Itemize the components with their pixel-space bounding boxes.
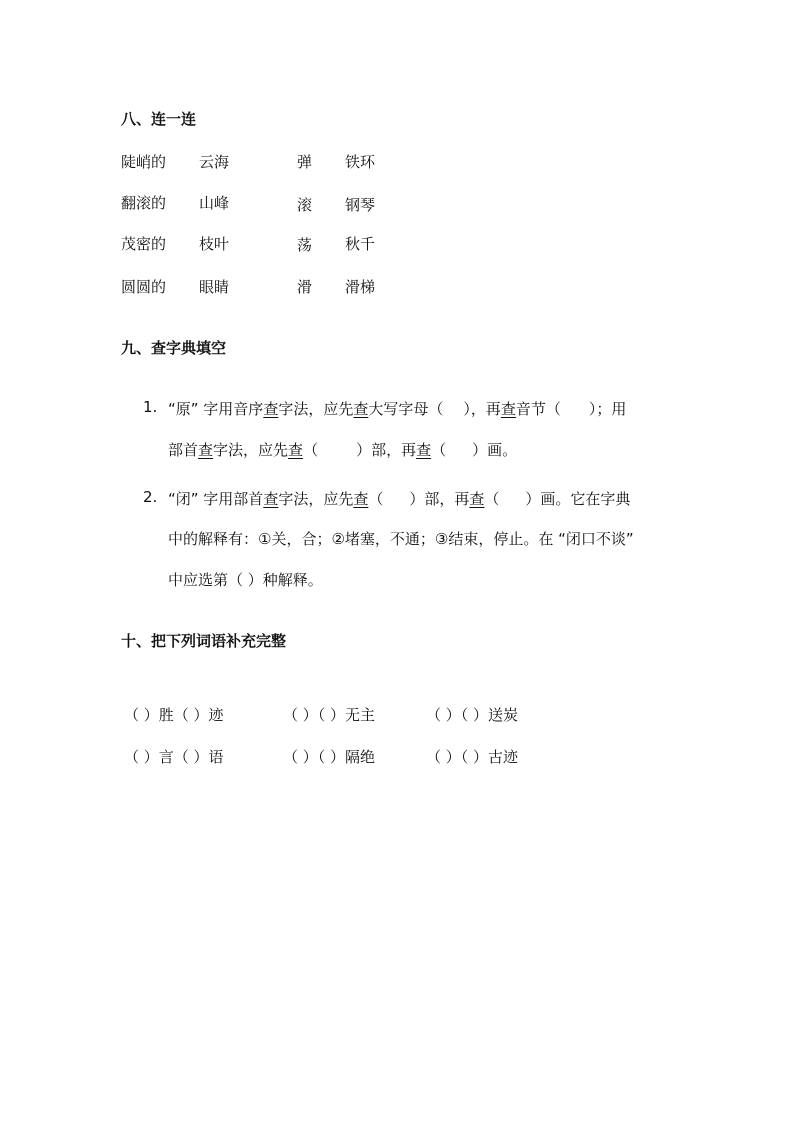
match-right-noun: 滑梯: [345, 278, 376, 296]
match-right-verb: 弹: [297, 153, 313, 171]
idiom-blank: （ ）（ ）隔绝: [283, 748, 376, 766]
idiom-blank: （ ）言（ ）语: [124, 748, 224, 766]
match-left-adj: 圆圆的: [121, 278, 167, 296]
section-8-title: 八、连一连: [121, 110, 197, 128]
question-2-line-1: “闭” 字用部首查字法，应先查（ ）部，再查（ ）画。它在字典: [168, 490, 631, 508]
match-right-noun: 秋千: [345, 235, 376, 253]
match-left-noun: 枝叶: [199, 235, 230, 253]
match-left-noun: 云海: [199, 153, 230, 171]
match-right-verb: 滚: [297, 196, 313, 214]
match-left-noun: 山峰: [199, 194, 230, 212]
idiom-blank: （ ）（ ）古迹: [426, 748, 519, 766]
match-right-verb: 荡: [297, 236, 313, 254]
idiom-blank: （ ）胜（ ）迹: [124, 706, 224, 724]
match-right-verb: 滑: [297, 278, 313, 296]
question-1-line-2: 部首查字法，应先查（ ）部，再查（ ）画。: [168, 441, 518, 459]
match-left-adj: 翻滚的: [121, 194, 167, 212]
question-2-line-2: 中的解释有：①关，合；②堵塞，不通；③结束，停止。在 “闭口不谈”: [168, 530, 634, 548]
question-2-line-3: 中应选第（ ）种解释。: [168, 571, 323, 589]
question-number: 2.: [143, 488, 158, 506]
match-left-adj: 茂密的: [121, 235, 167, 253]
section-10-title: 十、把下列词语补充完整: [121, 632, 287, 650]
match-right-noun: 钢琴: [345, 196, 376, 214]
match-right-noun: 铁环: [345, 153, 376, 171]
idiom-blank: （ ）（ ）无主: [283, 706, 376, 724]
question-1-line-1: “原” 字用音序查字法，应先查大写字母（ ），再查音节（ ）；用: [168, 400, 627, 418]
section-9-title: 九、查字典填空: [121, 339, 227, 357]
match-left-noun: 眼睛: [199, 278, 230, 296]
match-left-adj: 陡峭的: [121, 153, 167, 171]
idiom-blank: （ ）（ ）送炭: [426, 706, 519, 724]
question-number: 1.: [143, 398, 158, 416]
